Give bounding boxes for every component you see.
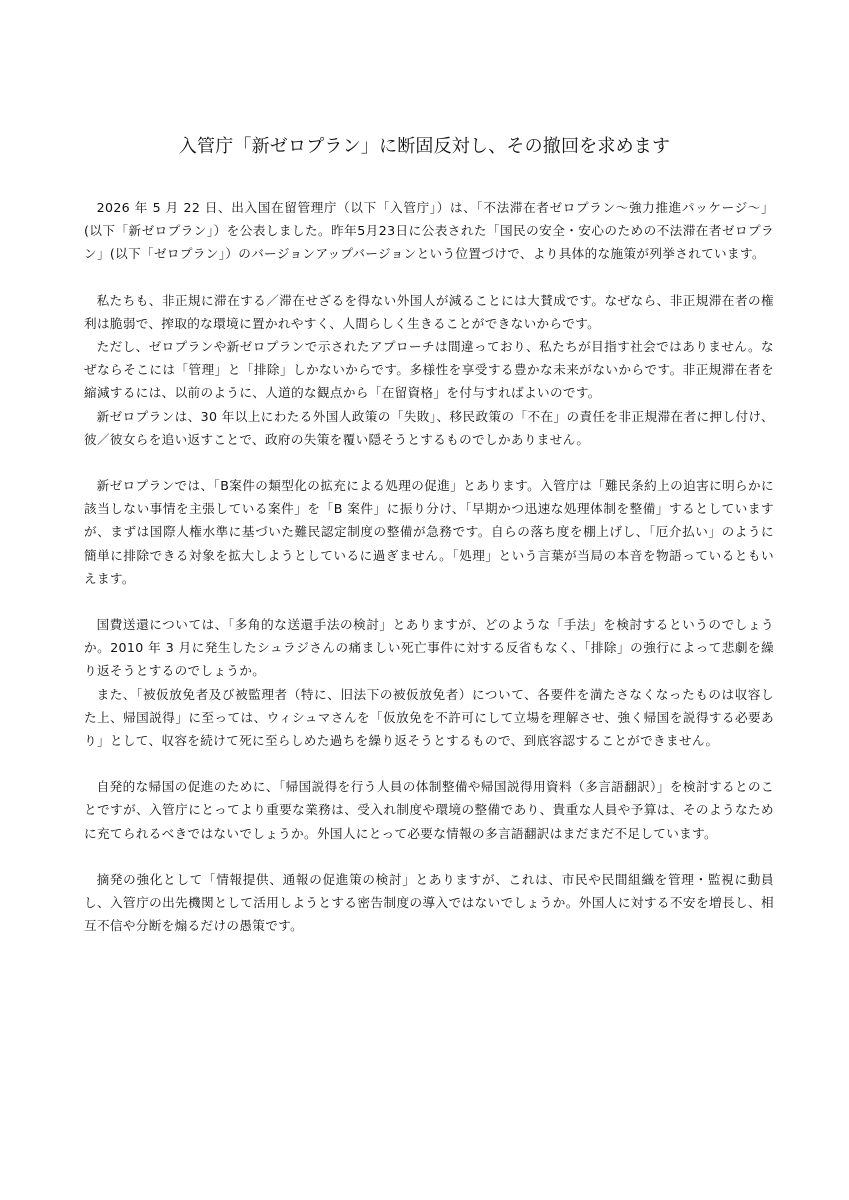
- paragraph-approach: ただし、ゼロプランや新ゼロプランで示されたアプローチは間違っており、私たちが目指す社会ではありません。なぜならそこには「管理」と「排除」しかないからです。多様性を享受する豊かな未来がないからです。非正規滞在者を縮減するには、以前のように、人道的な観点から「在留資格」を付与すればよいのです。: [84, 339, 774, 401]
- document-title: 入管庁「新ゼロプラン」に断固反対し、その撤回を求めます: [178, 136, 671, 157]
- paragraph-b-cases: 新ゼロプランでは、「B案件の類型化の拡充による処理の促進」とあります。入管庁は「難民条約上の迫害に明らかに該当しない事情を主張している案件」を「B 案件」に振り分け、「早期かつ迅速な処理体制を整備」するとしていますが、まずは国際人権水準に基づいた難民認定制度の整備が急務です。自らの落ち度を棚上げし、「厄介払い」のように簡単に排除できる対象を拡大しようとしているに過ぎません。「処理」という言葉が当局の本音を物語っているともいえます。: [84, 478, 774, 586]
- paragraph-gap: [84, 451, 774, 474]
- document-body: [84, 196, 774, 937]
- paragraph-deportation: 国費送還については、「多角的な送還手法の検討」とありますが、どのような「手法」を検討するというのでしょうか。2010 年 3 月に発生したシュラジさんの痛ましい死亡事件に対する反省もなく、「排除」の強行によって悲劇を繰り返そうとするのでしょうか。: [84, 617, 774, 679]
- paragraph-detention: また、「被仮放免者及び被監理者（特に、旧法下の被仮放免者）について、各要件を満たさなくなったものは収容した上、帰国説得」に至っては、ウィシュマさんを「仮放免を不許可にして立場を理解させ、強く帰国を説得する必要あり」として、収容を続けて死に至らしめた過ちを繰り返そうとするもので、到底容認することができません。: [84, 686, 774, 749]
- paragraph-position: 私たちも、非正規に滞在する／滞在せざるを得ない外国人が減ることには大賛成です。なぜなら、非正規滞在者の権利は脆弱で、搾取的な環境に置かれやすく、人間らしく生きることができないからです。: [84, 292, 774, 331]
- paragraph-reporting: 摘発の強化として「情報提供、通報の促進策の検討」とありますが、これは、市民や民間組織を管理・監視に動員し、入管庁の出先機関として活用しようとする密告制度の導入ではないでしょうか。外国人に対する不安を増長し、相互不信や分断を煽るだけの愚策です。: [84, 871, 774, 934]
- paragraph-responsibility: 新ゼロプランは、30 年以上にわたる外国人政策の「失敗」、移民政策の「不在」の責任を非正規滞在者に押し付け、彼／彼女らを追い返すことで、政府の失策を覆い隠そうとするものでしかありません。: [84, 408, 774, 447]
- paragraph-gap: [84, 845, 774, 868]
- paragraph-announcement: 2026 年 5 月 22 日、出入国在留管理庁（以下「入管庁」）は、「不法滞在者ゼロプラン～強力推進パッケージ～」(以下「新ゼロプラン」）を公表しました。昨年5月23日に公表された「国民の安全・安心のための不法滞在者ゼロプラン」(以下「ゼロプラン」）のバージョンアップバージョンという位置づけで、より具体的な施策が列挙されています。: [84, 200, 774, 262]
- paragraph-gap: [84, 590, 774, 613]
- paragraph-voluntary-return: 自発的な帰国の促進のために、「帰国説得を行う人員の体制整備や帰国説得用資料（多言語翻訳）」を検討するとのことですが、入管庁にとってより重要な業務は、受入れ制度や環境の整備であり、貴重な人員や予算は、そのようなために充てられるべきではないでしょうか。外国人にとって必要な情報の多言語翻訳はまだまだ不足しています。: [84, 779, 774, 841]
- paragraph-gap: [84, 266, 774, 289]
- paragraph-gap: [84, 752, 774, 775]
